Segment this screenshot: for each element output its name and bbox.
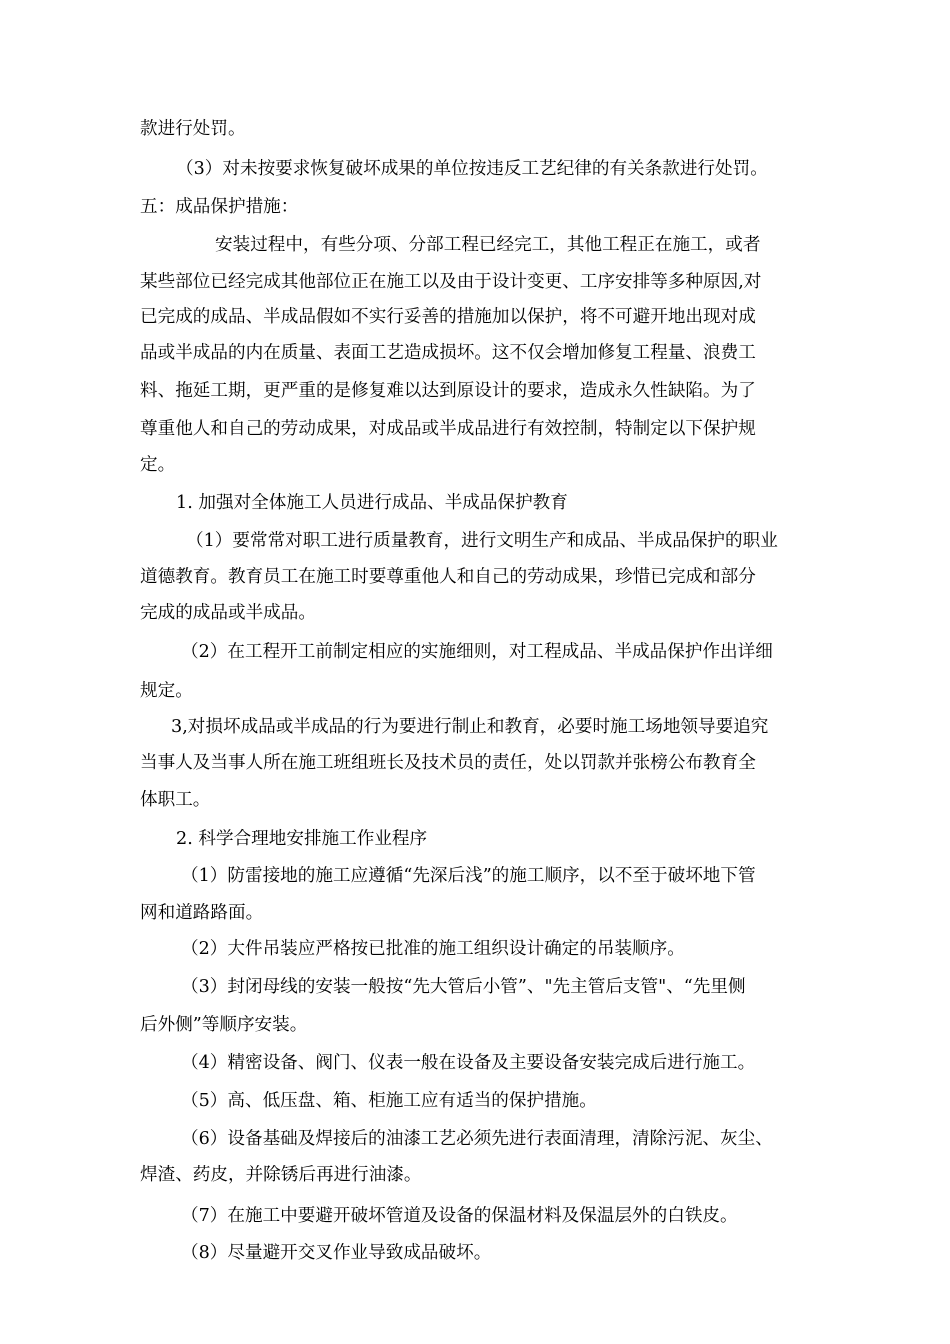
text-line: 款进行处罚。 [140,119,246,139]
text-line: （3）封闭母线的安装一般按“先大管后小管”、"先主管后支管"、“先里侧 [181,977,746,997]
text-line: 后外侧”等顺序安装。 [140,1015,308,1035]
text-line: 3,对损坏成品或半成品的行为要进行制止和教育，必要时施工场地领导要追究 [171,717,769,737]
text-line: （5）高、低压盘、箱、柜施工应有适当的保护措施。 [181,1091,597,1111]
text-line: 当事人及当事人所在施工班组班长及技术员的责任，处以罚款并张榜公布教育全 [140,753,756,773]
text-line: 某些部位已经完成其他部位正在施工以及由于设计变更、工序安排等多种原因,对 [140,272,762,292]
text-line: （7）在施工中要避开破坏管道及设备的保温材料及保温层外的白铁皮。 [181,1206,738,1226]
text-line: （1）要常常对职工进行质量教育，进行文明生产和成品、半成品保护的职业 [186,531,778,551]
text-line: 焊渣、药皮，并除锈后再进行油漆。 [140,1165,422,1185]
text-line: （2）在工程开工前制定相应的实施细则，对工程成品、半成品保护作出详细 [181,642,773,662]
text-line: 已完成的成品、半成品假如不实行妥善的措施加以保护，将不可避开地出现对成 [140,307,756,327]
text-line: 安装过程中，有些分项、分部工程已经完工，其他工程正在施工，或者 [215,235,761,255]
text-line: 体职工。 [140,790,211,810]
text-line: 尊重他人和自己的劳动成果，对成品或半成品进行有效控制，特制定以下保护规 [140,419,756,439]
text-line: 规定。 [140,681,193,701]
text-line: 品或半成品的内在质量、表面工艺造成损坏。这不仅会增加修复工程量、浪费工 [140,343,756,363]
text-line: （3）对未按要求恢复破坏成果的单位按违反工艺纪律的有关条款进行处罚。 [176,159,768,179]
text-line: 网和道路路面。 [140,903,264,923]
text-line: 完成的成品或半成品。 [140,603,316,623]
subsection-heading: 1. 加强对全体施工人员进行成品、半成品保护教育 [176,493,568,513]
section-heading: 五：成品保护措施： [140,197,299,217]
text-line: 定。 [140,455,176,475]
text-line: （1）防雷接地的施工应遵循“先深后浅”的施工顺序，以不至于破坏地下管 [181,866,756,886]
text-line: （2）大件吊装应严格按已批准的施工组织设计确定的吊装顺序。 [181,939,685,959]
text-line: 道德教育。教育员工在施工时要尊重他人和自己的劳动成果，珍惜已完成和部分 [140,567,756,587]
text-line: （8）尽量避开交叉作业导致成品破坏。 [181,1243,492,1263]
text-line: （6）设备基础及焊接后的油漆工艺必须先进行表面清理，清除污泥、灰尘、 [181,1129,773,1149]
subsection-heading: 2. 科学合理地安排施工作业程序 [176,829,428,849]
text-line: （4）精密设备、阀门、仪表一般在设备及主要设备安装完成后进行施工。 [181,1053,756,1073]
text-line: 料、拖延工期，更严重的是修复难以达到原设计的要求，造成永久性缺陷。为了 [140,381,756,401]
